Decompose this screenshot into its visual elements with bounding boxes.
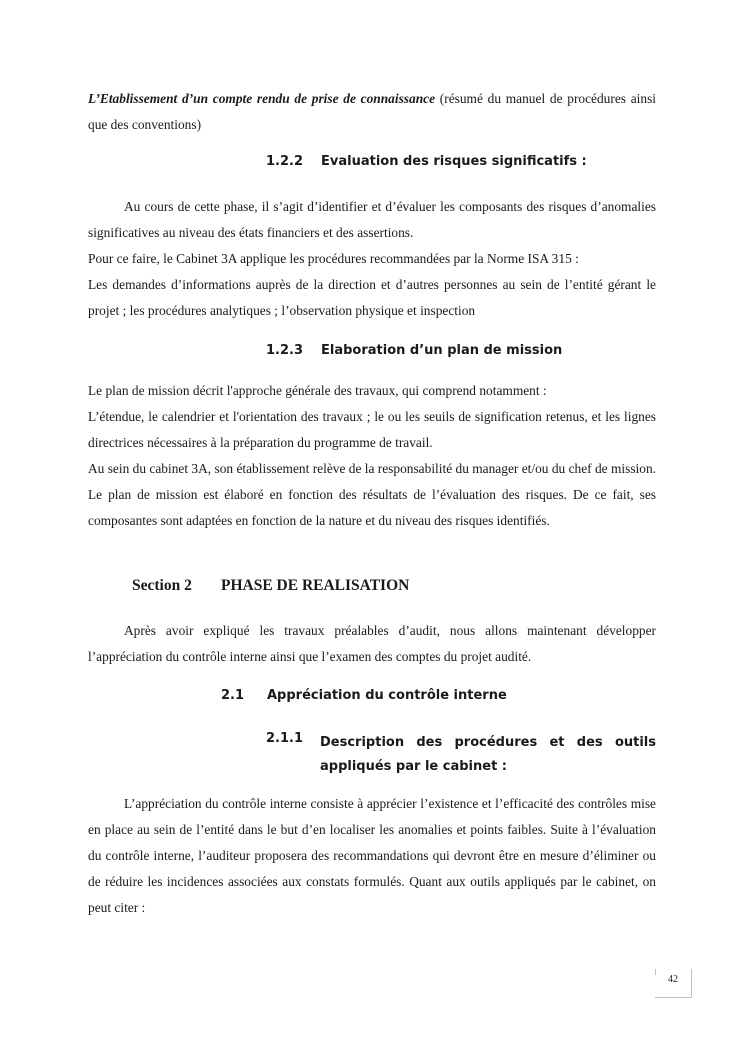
paragraph: Les demandes d’informations auprès de la direction et d’autres personnes au sein de l’entité gérant le projet ; les procédures analytiques ; l’observation physique et inspection xyxy=(88,277,656,318)
intro-rest: (résumé du manuel de procédures ainsi que des conventions) xyxy=(88,91,657,132)
paragraph: L’appréciation du contrôle interne consiste à apprécier l’existence et l’efficacité des contrôles mise en place au sein de l’entité dans le but d’en localiser les anomalies et points faibles. Suite à l’évaluation du contrôle interne, l’auditeur proposera des recommandations qui devront être en mesure d’éliminer ou de réduire les incidences associées aux constats formulés. Quant aux outils appliqués par le cabinet, on peut citer : xyxy=(88,796,656,915)
intro-emphasis: L’Etablissement d’un compte rendu de prise de connaissance xyxy=(88,91,436,106)
heading-title: Elaboration d’un plan de mission xyxy=(321,343,563,358)
heading-1-2-2 xyxy=(266,154,666,174)
heading-1-2-3 xyxy=(266,343,666,363)
paragraph: Pour ce faire, le Cabinet 3A applique les procédures recommandées par la Norme ISA 315 : xyxy=(88,251,579,266)
paragraph: Au cours de cette phase, il s’agit d’identifier et d’évaluer les composants des risques d’anomalies significatives au niveau des états financiers et des assertions. xyxy=(88,199,656,240)
heading-2-1-1-number xyxy=(266,731,326,751)
heading-number: 1.2.3 xyxy=(266,343,304,358)
section-1-2-3-body xyxy=(88,378,656,534)
heading-title: Appréciation du contrôle interne xyxy=(267,688,507,703)
section-2-intro xyxy=(88,618,656,670)
heading-number: 2.1.1 xyxy=(266,731,304,746)
section-2-1-1-body xyxy=(88,791,656,921)
paragraph: L’étendue, le calendrier et l'orientation des travaux ; le ou les seuils de signification retenus, et les lignes directrices nécessaires à la préparation du programme de travail. xyxy=(88,409,656,450)
heading-number: 1.2.2 xyxy=(266,154,304,169)
section-1-2-2-body xyxy=(88,194,656,324)
heading-2-1-1-title: Description des procédures et des outils appliqués par le cabinet : xyxy=(320,735,656,774)
heading-2-1 xyxy=(221,688,521,708)
section-2-label: Section 2 xyxy=(132,577,192,594)
heading-number: 2.1 xyxy=(221,688,245,703)
paragraph: Au sein du cabinet 3A, son établissement relève de la responsabilité du manager et/ou du chef de mission. Le plan de mission est élaboré en fonction des résultats de l’évaluation des risques. De ce fait, ses composantes sont adaptées en fonction de la nature et du niveau des risques identifiés. xyxy=(88,461,656,528)
section-2-title: PHASE DE REALISATION xyxy=(221,577,410,594)
page-number: 42 xyxy=(655,969,692,998)
intro-paragraph xyxy=(88,86,656,138)
paragraph: Le plan de mission décrit l'approche générale des travaux, qui comprend notamment : xyxy=(88,383,547,398)
paragraph: Après avoir expliqué les travaux préalables d’audit, nous allons maintenant développer l’appréciation du contrôle interne ainsi que l’examen des comptes du projet audité. xyxy=(88,623,656,664)
heading-title: Evaluation des risques significatifs : xyxy=(321,154,587,169)
